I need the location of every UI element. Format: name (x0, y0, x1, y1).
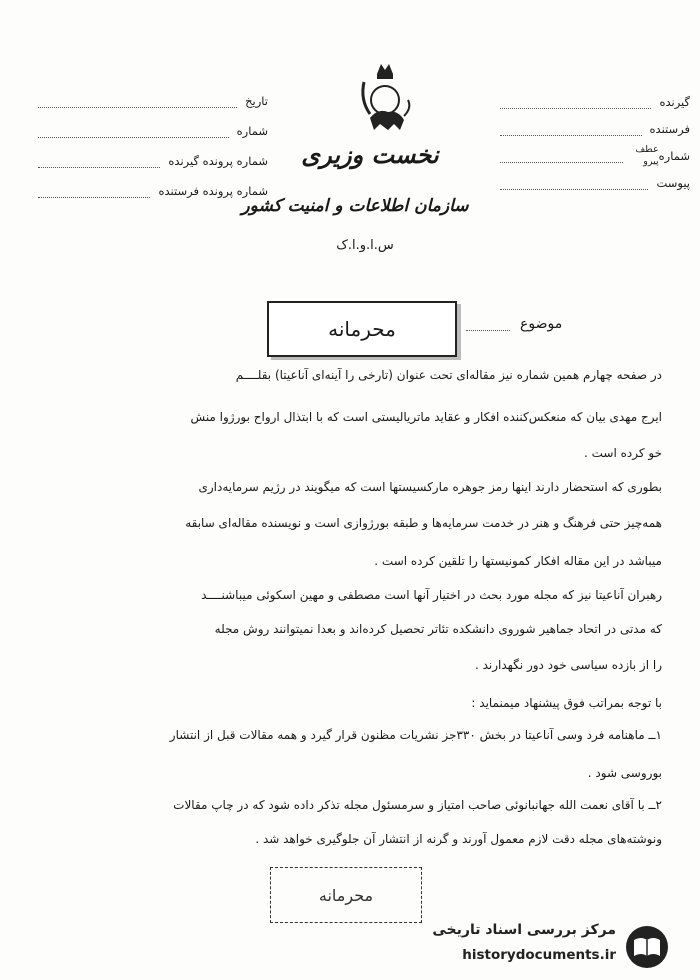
date-label: تاریخ (245, 94, 268, 108)
ref-number-field (500, 142, 690, 169)
body-line: ونوشته‌های مجله دقت لازم معمول آورند و گرنه از انتشار آن جلوگیری خواهد شد . (255, 832, 662, 846)
sender-file-dots (38, 196, 150, 198)
ref-follow-labels (635, 144, 658, 168)
body-line: را از بازده سیاسی خود دور نگهدارند . (474, 658, 662, 672)
body-line: که مدتی در اتحاد جماهیر شوروی دانشکده تئاتر تحصیل کرده‌اند و بعدا نمیتوانند روش مجله (214, 622, 662, 636)
attachment-label: پیوست (656, 175, 690, 190)
sender-file-label: شماره پرونده فرستنده (158, 184, 268, 198)
sender-field (500, 115, 690, 142)
organization-title: نخست وزیری (301, 140, 439, 169)
attachment-field (500, 169, 690, 196)
organization-code: س.ا.و.ا.ک (336, 238, 394, 253)
body-line: خو کرده است . (583, 446, 662, 460)
classification-stamp: محرمانه (267, 301, 457, 357)
open-book-logo-icon (624, 924, 670, 970)
recipient-dots (500, 107, 651, 109)
bottom-classification-stamp: محرمانه (270, 867, 422, 923)
sender-label: فرستنده (649, 121, 690, 136)
attachment-dots (500, 188, 648, 190)
number-field (38, 116, 268, 146)
body-line: رهبران آناعیتا نیز که مجله مورد بحث در اختیار آنها است مصطفی و مهین اسکوئی میباشنــــد (201, 588, 662, 602)
watermark-title: مرکز بررسی اسناد تاریخی (432, 922, 616, 938)
body-line: بوروسی شود . (587, 766, 662, 780)
ref-number-dots (500, 161, 623, 163)
archive-watermark (418, 922, 678, 972)
header-left-fields (38, 86, 268, 206)
body-line: با توجه بمراتب فوق پیشنهاد میمنماید : (471, 696, 662, 710)
ref-number-label: شماره (658, 148, 690, 163)
sender-file-field (38, 176, 268, 206)
body-line: همه‌چیز حتی فرهنگ و هنر در خدمت سرمایه‌ها و طبقه بورژوازی است و نویسنده مقاله‌ای سابقه (185, 516, 662, 530)
header-right-fields (500, 88, 690, 196)
date-field (38, 86, 268, 116)
number-label: شماره (236, 124, 268, 138)
body-line: ۱ــ ماهنامه فرد وسی آناعیتا در بخش ۳۳۰جز نشریات مظنون قرار گیرد و همه مقالات قبل از انتشار (169, 728, 662, 742)
body-line: بطوری که استحضار دارند اینها رمز جوهره مارکسیستها است که میگویند در رژیم سرمایه‌داری (198, 480, 662, 494)
subject-dots (466, 330, 510, 331)
subject-label: موضوع (520, 316, 563, 332)
ref-label: عطف (635, 143, 659, 155)
sender-dots (500, 134, 642, 136)
recipient-field (500, 88, 690, 115)
body-line: ۲ــ با آقای نعمت الله جهانبانوئی صاحب امتیاز و سرمسئول مجله تذکر داده شود که در چاپ مقالات (173, 798, 662, 812)
follow-label: پیرو (643, 155, 659, 167)
recipient-file-field (38, 146, 268, 176)
date-dots (38, 106, 237, 108)
organization-subtitle: سازمان اطلاعات و امنیت کشور (241, 196, 469, 216)
recipient-file-label: شماره پرونده گیرنده (168, 154, 268, 168)
watermark-url: historydocuments.ir (462, 947, 616, 963)
recipient-file-dots (38, 166, 160, 168)
body-line: میباشد در این مقاله افکار کمونیستها را تلقین کرده است . (374, 554, 662, 568)
lion-and-sun-emblem-icon (350, 60, 420, 140)
body-line: در صفحه چهارم همین شماره نیز مقاله‌ای تحت عنوان (تارخی را آینه‌ای آناعیتا) بقلــــم (235, 368, 662, 382)
body-line: ایرج مهدی بیان که منعکس‌کننده افکار و عقاید ماتریالیستی است که با ابتذال ارواح بورژوا منش (190, 410, 662, 424)
number-dots (38, 136, 229, 138)
recipient-label: گیرنده (659, 94, 690, 109)
